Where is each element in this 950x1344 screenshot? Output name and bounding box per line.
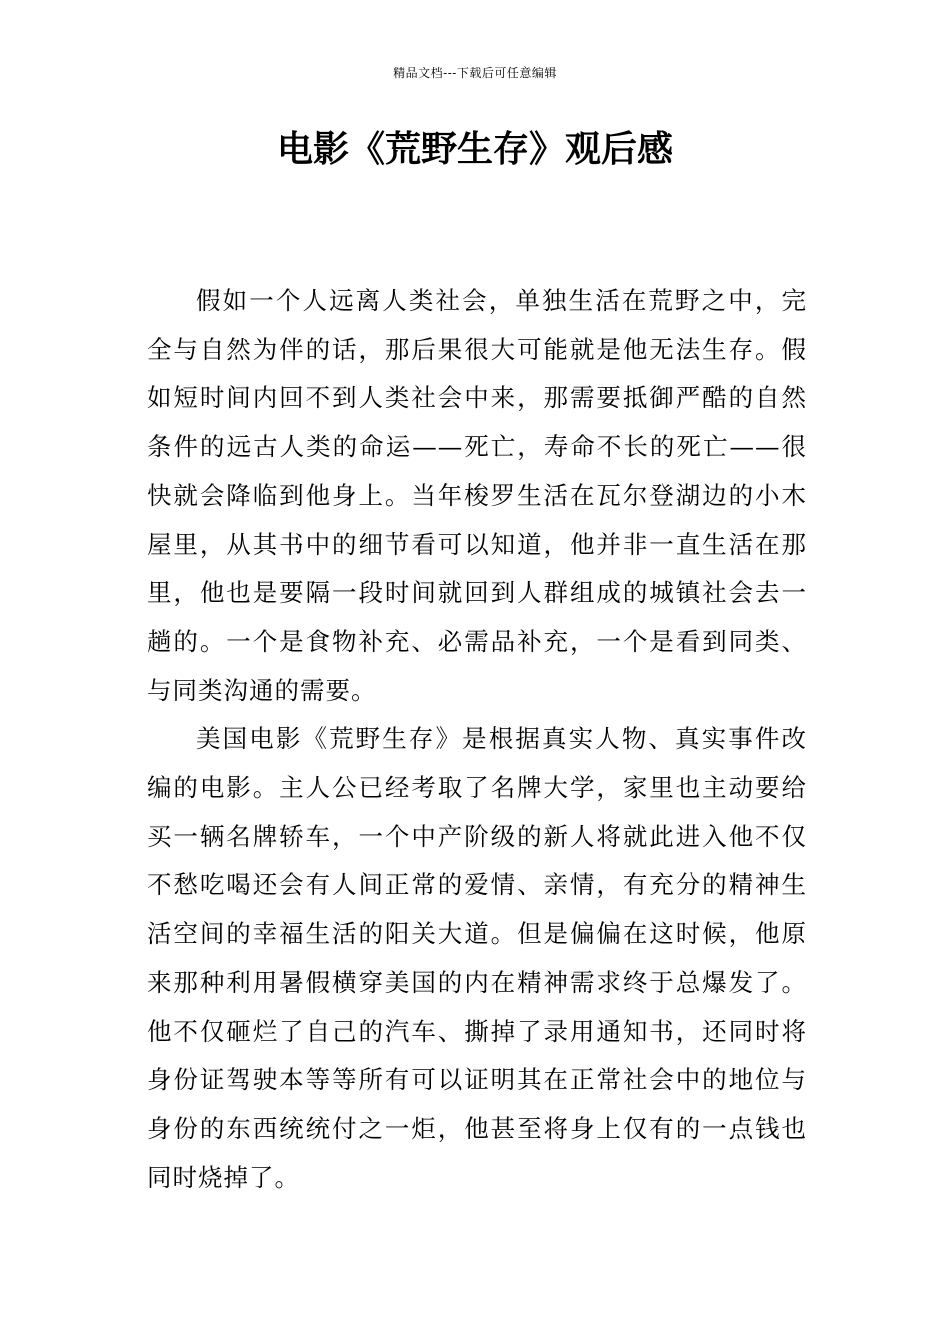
paragraph-2: 美国电影《荒野生存》是根据真实人物、真实事件改编的电影。主人公已经考取了名牌大学，家里也主动要给买一辆名牌轿车，一个中产阶级的新人将就此进入他不仅不愁吃喝还会有人间正常的爱情、亲情，有充分的精神生活空间的幸福生活的阳关大道。但是偏偏在这时候，他原来那种利用暑假横穿美国的内在精神需求终于总爆发了。他不仅砸烂了自己的汽车、撕掉了录用通知书，还同时将身份证驾驶本等等所有可以证明其在正常社会中的地位与身份的东西统统付之一炬，他甚至将身上仅有的一点钱也同时烧掉了。 xyxy=(147,724,807,1192)
header-note: 精品文档---下载后可任意编辑 xyxy=(393,66,557,80)
document-body xyxy=(147,277,807,1202)
paragraph-1: 假如一个人远离人类社会，单独生活在荒野之中，完全与自然为伴的话，那后果很大可能就是他无法生存。假如短时间内回不到人类社会中来，那需要抵御严酷的自然条件的远古人类的命运——死亡，寿命不长的死亡——很快就会降临到他身上。当年梭罗生活在瓦尔登湖边的小木屋里，从其书中的细节看可以知道，他并非一直生活在那里，他也是要隔一段时间就回到人群组成的城镇社会去一趟的。一个是食物补充、必需品补充，一个是看到同类、与同类沟通的需要。 xyxy=(147,286,807,705)
document-title: 电影《荒野生存》观后感 xyxy=(276,129,673,170)
